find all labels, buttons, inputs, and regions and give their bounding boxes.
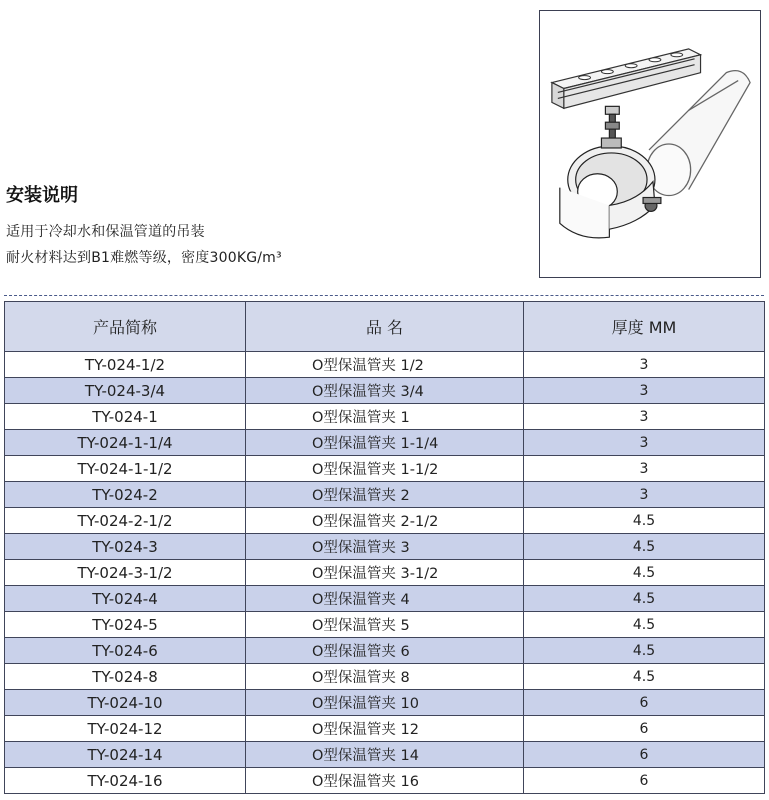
install-desc-line-2: 耐火材料达到B1难燃等级，密度300KG/m³ xyxy=(6,250,282,266)
cell-name: O型保温管夹 6 xyxy=(246,638,524,664)
cell-code: TY-024-12 xyxy=(5,716,246,742)
installation-illustration xyxy=(539,10,761,278)
table-row xyxy=(5,352,765,378)
cell-code: TY-024-2 xyxy=(5,482,246,508)
cell-name: O型保温管夹 3 xyxy=(246,534,524,560)
header-product-code: 产品简称 xyxy=(5,302,246,352)
cell-thickness: 4.5 xyxy=(524,508,765,534)
table-row xyxy=(5,456,765,482)
cell-name: O型保温管夹 4 xyxy=(246,586,524,612)
table-row xyxy=(5,430,765,456)
cell-name: O型保温管夹 14 xyxy=(246,742,524,768)
cell-code: TY-024-1 xyxy=(5,404,246,430)
cell-thickness: 3 xyxy=(524,352,765,378)
cell-thickness: 4.5 xyxy=(524,612,765,638)
cell-name: O型保温管夹 2 xyxy=(246,482,524,508)
cell-name: O型保温管夹 3/4 xyxy=(246,378,524,404)
cell-thickness: 3 xyxy=(524,378,765,404)
cell-thickness: 6 xyxy=(524,716,765,742)
cell-code: TY-024-3 xyxy=(5,534,246,560)
section-divider xyxy=(4,295,764,296)
cell-thickness: 4.5 xyxy=(524,560,765,586)
table-row xyxy=(5,508,765,534)
table-row xyxy=(5,742,765,768)
cell-name: O型保温管夹 12 xyxy=(246,716,524,742)
cell-name: O型保温管夹 8 xyxy=(246,664,524,690)
cell-code: TY-024-6 xyxy=(5,638,246,664)
cell-name: O型保温管夹 1-1/4 xyxy=(246,430,524,456)
cell-code: TY-024-3-1/2 xyxy=(5,560,246,586)
cell-code: TY-024-3/4 xyxy=(5,378,246,404)
product-table xyxy=(4,301,765,794)
table-row xyxy=(5,612,765,638)
cell-thickness: 3 xyxy=(524,456,765,482)
table-row xyxy=(5,482,765,508)
table-row xyxy=(5,404,765,430)
cell-thickness: 4.5 xyxy=(524,664,765,690)
cell-thickness: 4.5 xyxy=(524,638,765,664)
cell-code: TY-024-1-1/4 xyxy=(5,430,246,456)
table-row xyxy=(5,768,765,794)
header-product-name: 品 名 xyxy=(246,302,524,352)
cell-thickness: 3 xyxy=(524,404,765,430)
install-title: 安装说明 xyxy=(6,185,78,206)
table-header-row xyxy=(5,302,765,352)
cell-name: O型保温管夹 16 xyxy=(246,768,524,794)
cell-name: O型保温管夹 5 xyxy=(246,612,524,638)
cell-thickness: 4.5 xyxy=(524,586,765,612)
cell-thickness: 3 xyxy=(524,482,765,508)
cell-code: TY-024-5 xyxy=(5,612,246,638)
table-row xyxy=(5,690,765,716)
cell-code: TY-024-16 xyxy=(5,768,246,794)
install-desc-line-1: 适用于冷却水和保温管道的吊装 xyxy=(6,224,205,240)
cell-name: O型保温管夹 1 xyxy=(246,404,524,430)
cell-thickness: 6 xyxy=(524,690,765,716)
cell-thickness: 4.5 xyxy=(524,534,765,560)
cell-name: O型保温管夹 1-1/2 xyxy=(246,456,524,482)
cell-name: O型保温管夹 1/2 xyxy=(246,352,524,378)
table-row xyxy=(5,534,765,560)
table-row xyxy=(5,638,765,664)
table-row xyxy=(5,716,765,742)
table-row xyxy=(5,664,765,690)
cell-name: O型保温管夹 2-1/2 xyxy=(246,508,524,534)
cell-code: TY-024-2-1/2 xyxy=(5,508,246,534)
cell-thickness: 6 xyxy=(524,768,765,794)
cell-code: TY-024-1-1/2 xyxy=(5,456,246,482)
header-thickness: 厚度 MM xyxy=(524,302,765,352)
cell-code: TY-024-10 xyxy=(5,690,246,716)
cell-name: O型保温管夹 10 xyxy=(246,690,524,716)
cell-code: TY-024-14 xyxy=(5,742,246,768)
cell-code: TY-024-4 xyxy=(5,586,246,612)
pipe-clamp-installation-icon xyxy=(540,11,760,277)
cell-code: TY-024-1/2 xyxy=(5,352,246,378)
cell-code: TY-024-8 xyxy=(5,664,246,690)
table-row xyxy=(5,586,765,612)
cell-thickness: 6 xyxy=(524,742,765,768)
cell-thickness: 3 xyxy=(524,430,765,456)
table-row xyxy=(5,560,765,586)
table-row xyxy=(5,378,765,404)
cell-name: O型保温管夹 3-1/2 xyxy=(246,560,524,586)
